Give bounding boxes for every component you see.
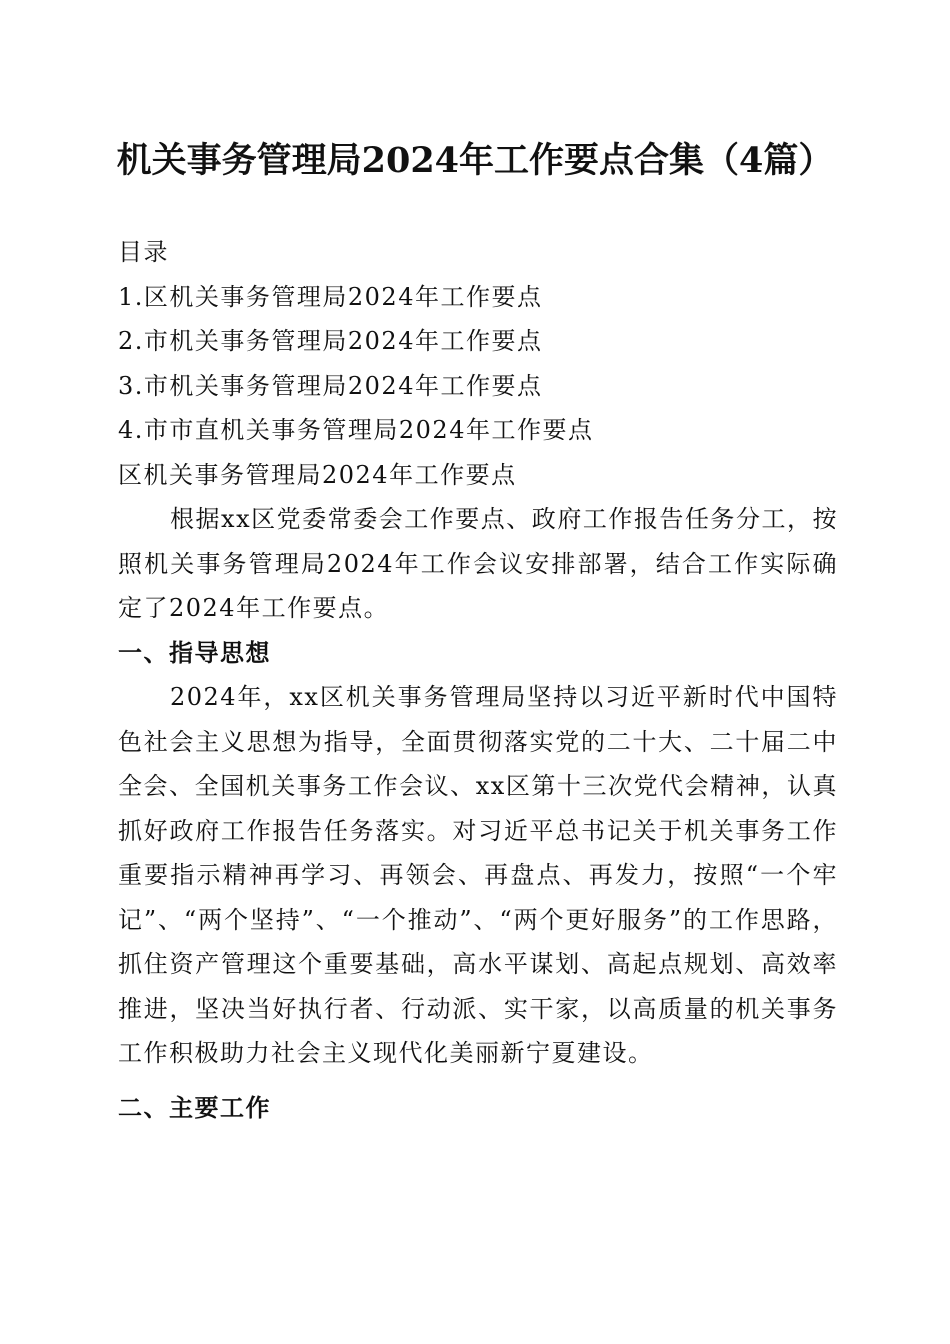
intro-paragraph: 根据xx区党委常委会工作要点、政府工作报告任务分工，按照机关事务管理局2024年工作会议安排部署，结合工作实际确定了2024年工作要点。 [118,505,838,622]
guiding-ideology-paragraph: 2024年，xx区机关事务管理局坚持以习近平新时代中国特色社会主义思想为指导，全面贯彻落实党的二十大、二十届二中全会、全国机关事务工作会议、xx区第十三次党代会精神，认真抓好政府工作报告任务落实。对习近平总书记关于机关事务工作重要指示精神再学习、再领会、再盘点、再发力，按照“一个牢记”、“两个坚持”、“一个推动”、“两个更好服务”的工作思路，抓住资产管理这个重要基础，高水平谋划、高起点规划、高效率推进，坚决当好执行者、行动派、实干家，以高质量的机关事务工作积极助力社会主义现代化美丽新宁夏建设。 [118,683,838,1067]
article-title: 区机关事务管理局2024年工作要点 [118,460,517,489]
toc-item-4[interactable]: 4.市市直机关事务管理局2024年工作要点 [118,416,594,444]
section-heading-guiding-ideology: 一、指导思想 [118,638,271,667]
toc-item-3[interactable]: 3.市机关事务管理局2024年工作要点 [118,371,543,400]
toc-item-1[interactable]: 1.区机关事务管理局2024年工作要点 [118,282,543,311]
paragraph-spacer [118,1076,838,1086]
toc-item-2[interactable]: 2.市机关事务管理局2024年工作要点 [118,327,543,355]
section-heading-main-work: 二、主要工作 [118,1093,271,1122]
document-body [118,230,838,1130]
document-title: 机关事务管理局2024年工作要点合集（4篇） [116,140,834,181]
toc-label: 目录 [118,238,169,266]
